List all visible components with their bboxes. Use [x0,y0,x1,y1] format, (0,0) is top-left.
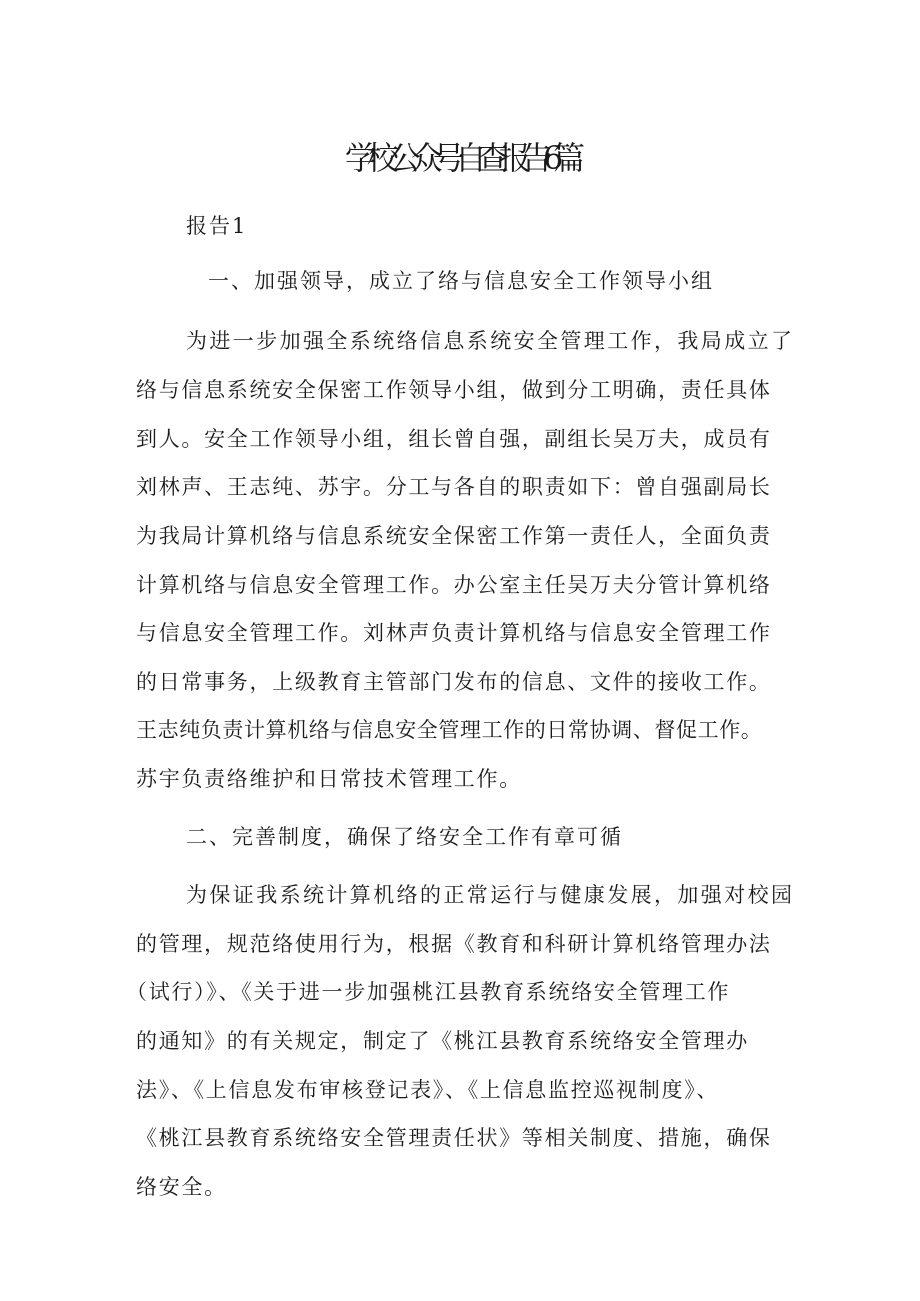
section-1-line: 到人。安全工作领导小组，组长曾自强，副组长吴万夫，成员有 [136,427,772,451]
section-1-heading: 一、加强领导，成立了络与信息安全工作领导小组 [208,269,714,293]
section-2-line: 《桃江县教育系统络安全管理责任状》等相关制度、措施，确保 [136,1126,772,1150]
section-2-line: 的管理，规范络使用行为，根据《教育和科研计算机络管理办法 [136,932,772,956]
section-1-line: 的日常事务，上级教育主管部门发布的信息、文件的接收工作。 [136,670,772,694]
section-1-line: 为我局计算机络与信息系统安全保密工作第一责任人，全面负责 [136,524,772,548]
section-1-line: 苏宇负责络维护和日常技术管理工作。 [136,767,522,791]
section-2-heading: 二、完善制度，确保了络安全工作有章可循 [186,825,623,849]
report-label: 报告1 [186,214,248,238]
section-1-line: 王志纯负责计算机络与信息安全管理工作的日常协调、督促工作。 [136,718,763,742]
section-2-line: 络安全。 [136,1175,227,1199]
section-2-line: 法》、《上信息发布审核登记表》、《上信息监控巡视制度》、 [136,1078,720,1102]
section-1-line: 刘林声、王志纯、苏宇。分工与各自的职责如下：曾自强副局长 [136,475,772,499]
section-1-line: 计算机络与信息安全管理工作。办公室主任吴万夫分管计算机络 [136,573,772,597]
section-2-line: （试行）》、《关于进一步加强桃江县教育系统络安全管理工作 [126,980,731,1004]
section-2-line: 为保证我系统计算机络的正常运行与健康发展，加强对校园 [186,883,795,907]
section-1-line: 与信息安全管理工作。刘林声负责计算机络与信息安全管理工作 [136,621,772,645]
document-title: 学校公众号自查报告6篇 [344,139,576,177]
section-1-line: 为进一步加强全系统络信息系统安全管理工作，我局成立了 [186,329,795,353]
section-1-line: 络与信息系统安全保密工作领导小组，做到分工明确，责任具体 [136,378,772,402]
section-2-line: 的通知》的有关规定，制定了《桃江县教育系统络安全管理办 [136,1029,749,1053]
